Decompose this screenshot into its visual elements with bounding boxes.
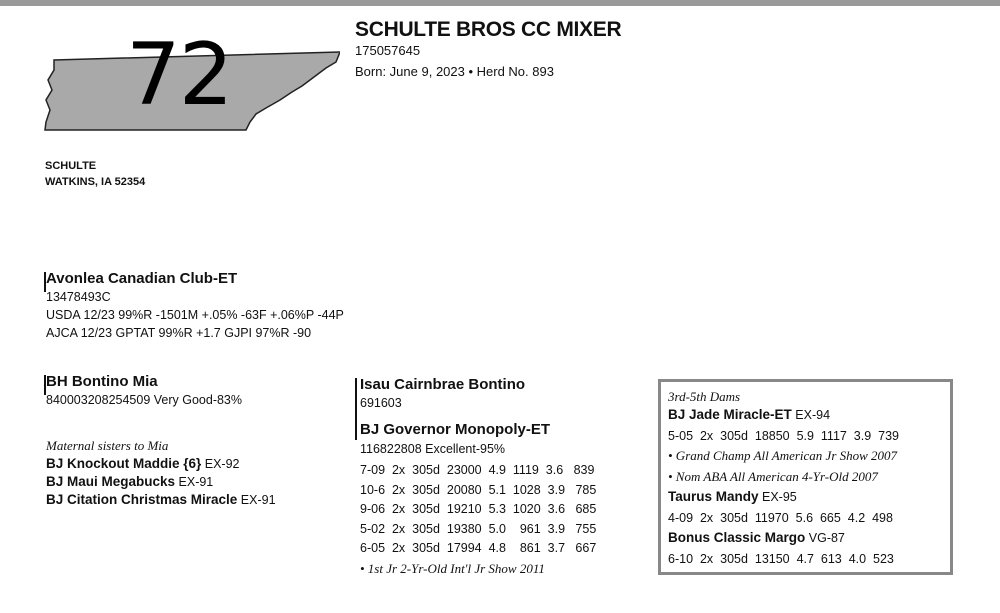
- sire-registration: 13478493C: [46, 290, 111, 304]
- sire-name: Avonlea Canadian Club-ET: [46, 270, 238, 287]
- dam4-record: 4-09 2x 305d 11970 5.6 665 4.2 498: [668, 510, 893, 525]
- dams-heading: 3rd-5th Dams: [668, 389, 741, 404]
- dam3-note-2: • Nom ABA All American 4-Yr-Old 2007: [668, 468, 878, 484]
- maternal-sisters-heading: Maternal sisters to Mia: [46, 438, 169, 453]
- grandparents-bracket: [355, 378, 357, 440]
- maternal-grandsire-registration: 691603: [360, 396, 402, 410]
- top-rule: [0, 0, 1000, 6]
- list-item: BJ Maui Megabucks EX-91: [46, 474, 214, 489]
- maternal-sisters: [46, 437, 276, 509]
- lot-number: 72: [126, 25, 232, 125]
- table-row: 10-6 2x 305d 20080 5.1 1028 3.9 785: [360, 482, 597, 497]
- dam3-note-1: • Grand Champ All American Jr Show 2007: [668, 448, 898, 463]
- consignor-location: WATKINS, IA 52354: [45, 176, 146, 188]
- animal-born-line: Born: June 9, 2023 • Herd No. 893: [355, 64, 554, 79]
- granddam-block: [360, 420, 596, 578]
- granddam-registration: 116822808 Excellent-95%: [360, 441, 506, 456]
- tennessee-state-graphic: [40, 25, 340, 140]
- list-item: BJ Citation Christmas Miracle EX-91: [46, 492, 276, 507]
- dams-3-5-box: [658, 379, 953, 575]
- dam5-record: 6-10 2x 305d 13150 4.7 613 4.0 523: [668, 551, 894, 566]
- table-row: 9-06 2x 305d 19210 5.3 1020 3.6 685: [360, 502, 597, 516]
- table-row: 7-09 2x 305d 23000 4.9 1119 3.6 839: [360, 463, 595, 477]
- sire-block: [46, 270, 344, 342]
- dam-registration: 840003208254509 Very Good-83%: [46, 393, 242, 407]
- list-item: BJ Knockout Maddie {6} EX-92: [46, 456, 240, 471]
- consignor: [45, 158, 145, 190]
- maternal-grandsire-block: [360, 376, 525, 412]
- dam3-line: BJ Jade Miracle-ET EX-94: [668, 407, 831, 422]
- sire-ajca-line: AJCA 12/23 GPTAT 99%R +1.7 GJPI 97%R -90: [46, 326, 312, 340]
- dam3-record: 5-05 2x 305d 18850 5.9 1117 3.9 739: [668, 428, 899, 443]
- animal-name: SCHULTE BROS CC MIXER: [355, 18, 622, 41]
- table-row: 5-02 2x 305d 19380 5.0 961 3.9 755: [360, 521, 597, 536]
- dam-name: BH Bontino Mia: [46, 373, 158, 390]
- consignor-name: SCHULTE: [45, 160, 97, 172]
- dam5-line: Bonus Classic Margo VG-87: [668, 530, 845, 545]
- sire-usda-line: USDA 12/23 99%R -1501M +.05% -63F +.06%P -44P: [46, 308, 344, 322]
- maternal-grandsire-name: Isau Cairnbrae Bontino: [360, 376, 526, 393]
- granddam-note: • 1st Jr 2-Yr-Old Int'l Jr Show 2011: [360, 560, 545, 576]
- granddam-name: BJ Governor Monopoly-ET: [360, 421, 551, 438]
- dam-block: [46, 373, 242, 409]
- table-row: 6-05 2x 305d 17994 4.8 861 3.7 667: [360, 541, 597, 555]
- animal-registration: 175057645: [355, 43, 421, 58]
- dam4-line: Taurus Mandy EX-95: [668, 489, 797, 504]
